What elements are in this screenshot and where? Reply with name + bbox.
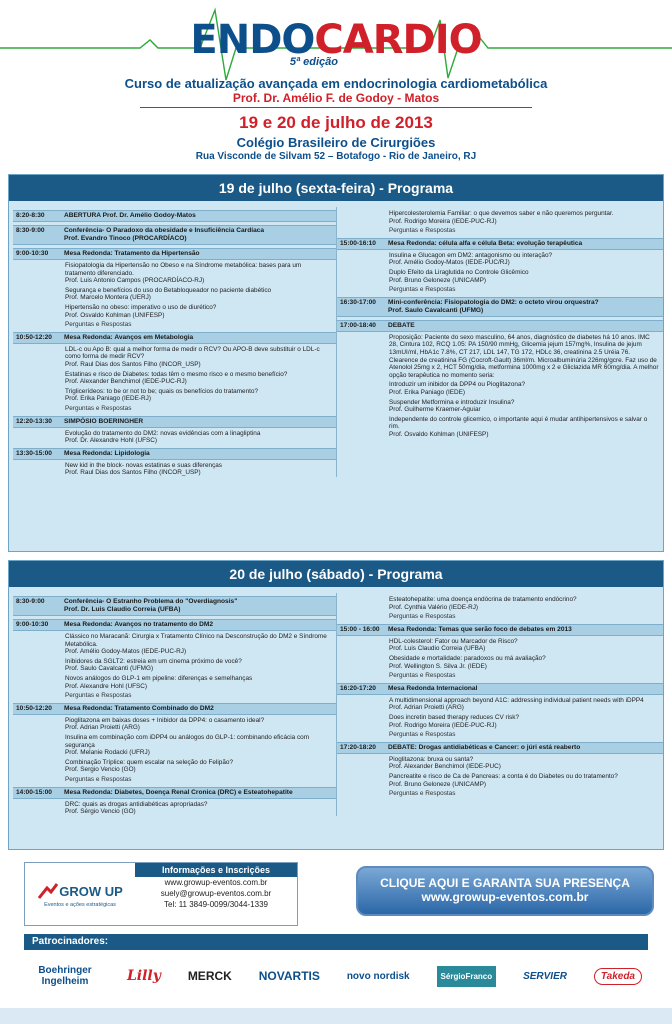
session-title-text: DEBATE bbox=[388, 321, 415, 329]
questions-label: Perguntas e Respostas bbox=[389, 286, 456, 294]
talk-item bbox=[65, 759, 332, 774]
questions-label: Perguntas e Respostas bbox=[389, 790, 456, 798]
talk-title: Esteatohepatite: uma doença endócrina de tratamento endócrino? bbox=[389, 596, 577, 603]
day1-header bbox=[9, 175, 663, 201]
session-time: 15:00 - 16:00 bbox=[340, 625, 380, 633]
session-header bbox=[13, 703, 336, 715]
sponsors-row bbox=[24, 952, 648, 1000]
session-header bbox=[13, 332, 336, 344]
session-body bbox=[13, 717, 336, 784]
talk-speaker: Prof. Amélio Godoy-Matos (IEDE-PUC-RJ) bbox=[65, 648, 187, 656]
talk-title: Pioglitazona em baixas doses + Inibidor da DPP4: o casamento ideal? bbox=[65, 716, 265, 724]
session-time: 10:50-12:20 bbox=[16, 333, 52, 341]
talk-speaker: Prof. Raul Dias dos Santos Filho (INCOR_USP) bbox=[65, 360, 201, 368]
day1-suffix: - Programa bbox=[375, 180, 454, 196]
questions-label: Perguntas e Respostas bbox=[389, 672, 456, 680]
talk-item bbox=[389, 596, 659, 611]
info-phone: Tel: 11 3849-0099/3044-1339 bbox=[164, 900, 268, 909]
session-title-text: SIMPÓSIO BOERINGHER bbox=[64, 417, 144, 425]
session-title-text: Mesa Redonda: Avanços em Metabologia bbox=[64, 333, 194, 341]
talk-title: LDL-c ou Apo B: qual a melhor forma de medir o RCV? Ou APO-B deve substituir o LDL-c como forma de medir RCV? bbox=[65, 345, 320, 361]
talk-item bbox=[65, 287, 332, 302]
talk-item bbox=[65, 801, 332, 816]
talk-speaker: Prof. Osvaldo Kohlman (UNIFESP) bbox=[65, 311, 165, 319]
day2-right-column bbox=[336, 593, 663, 816]
session-body bbox=[337, 638, 663, 680]
talk-speaker: Prof. Bruno Geloneze (UNICAMP) bbox=[389, 780, 486, 788]
talk-speaker: Prof. Sergio Vencio (GO) bbox=[65, 766, 136, 774]
talk-item bbox=[389, 416, 659, 439]
talk-speaker: Prof. Alexander Benchimol (IEDE-PUC) bbox=[389, 763, 501, 771]
session-title-text: Mesa Redonda: célula alfa e célula Beta: evolução terapêutica bbox=[388, 239, 583, 247]
session-title bbox=[388, 626, 660, 634]
sponsor-merck[interactable]: MERCK bbox=[187, 969, 232, 983]
day1-left-column bbox=[9, 207, 336, 477]
talk-speaker: Prof. Luis Claudio Correia (UFBA) bbox=[389, 645, 486, 653]
talk-title: Independente do controle glicemico, o importante aqui é mudar antihipertensivos e salvar o rim. bbox=[389, 415, 648, 431]
questions-label: Perguntas e Respostas bbox=[65, 321, 132, 329]
talk-speaker: Prof. Amélio Godoy-Matos (IEDE-PUC/RJ) bbox=[389, 259, 510, 267]
talk-item bbox=[389, 638, 659, 653]
talk-item bbox=[65, 633, 332, 656]
talk-title: Triglicerídeos: to be or not to be; quais os benefícios do tratamento? bbox=[65, 387, 259, 395]
session-title bbox=[64, 212, 333, 220]
questions-label: Perguntas e Respostas bbox=[389, 227, 456, 235]
session-header bbox=[13, 448, 336, 460]
session-body bbox=[13, 430, 336, 445]
talk-title: Segurança e benefícios do uso do Betabloqueador no paciente diabético bbox=[65, 286, 272, 294]
sponsor-lilly[interactable]: Lilly bbox=[126, 968, 161, 984]
questions-label: Perguntas e Respostas bbox=[65, 404, 132, 412]
questions-label: Perguntas e Respostas bbox=[65, 692, 132, 700]
session-title bbox=[64, 227, 333, 243]
session-header bbox=[337, 297, 663, 317]
session-title bbox=[388, 322, 660, 330]
talk-speaker: Prof. Dr. Alexandre Hohl (UFSC) bbox=[65, 437, 157, 445]
session-time: 17:20-18:20 bbox=[340, 743, 376, 751]
talk-speaker: Prof. Raul Dias dos Santos Filho (INCOR_USP) bbox=[65, 469, 201, 477]
growup-arrow-icon bbox=[37, 880, 59, 902]
session-title-text: Conferência- O Estranho Problema do "Overdiagnosis" bbox=[64, 598, 238, 605]
session-title bbox=[64, 621, 333, 629]
talk-item bbox=[65, 388, 332, 403]
session-header bbox=[337, 742, 663, 754]
talk-item bbox=[389, 381, 659, 396]
session-speaker: Prof. Evandro Tinoco (PROCARDÍACO) bbox=[64, 235, 187, 242]
talk-item bbox=[389, 655, 659, 670]
session-time: 13:30-15:00 bbox=[16, 449, 52, 457]
talk-speaker: Prof. Wellington S. Silva Jr. (IEDE) bbox=[389, 662, 487, 670]
session-title-text: Conferência- O Paradoxo da obesidade e Insuficiência Cardíaca bbox=[64, 227, 265, 234]
talk-title: Does incretin based therapy reduces CV risk? bbox=[389, 713, 520, 721]
session-body bbox=[13, 633, 336, 700]
talk-item bbox=[65, 304, 332, 319]
sponsor-novartis[interactable]: NOVARTIS bbox=[258, 969, 320, 983]
session-title bbox=[64, 789, 333, 797]
event-dates: 19 e 20 de julho de 2013 bbox=[239, 113, 433, 132]
session-body bbox=[337, 252, 663, 294]
talk-title: Evolução do tratamento do DM2: novas evidências com a linagliptina bbox=[65, 429, 261, 437]
session-title bbox=[388, 685, 660, 693]
talk-item bbox=[65, 717, 332, 732]
session-title bbox=[64, 250, 333, 258]
session-body bbox=[337, 207, 663, 235]
info-email-link[interactable]: suely@growup-eventos.com.br bbox=[160, 889, 272, 898]
session-title-text: DEBATE: Drogas antidiabéticas e Cancer: o júri está reaberto bbox=[388, 743, 581, 751]
talk-title: Duplo Efeito da Liraglutida no Controle Glicêmico bbox=[389, 268, 529, 276]
talk-item bbox=[389, 399, 659, 414]
talk-item bbox=[65, 658, 332, 673]
talk-item bbox=[65, 430, 332, 445]
edition-label: 5ª edição bbox=[289, 56, 338, 68]
header bbox=[0, 0, 672, 168]
session-title bbox=[64, 334, 333, 342]
talk-item bbox=[65, 262, 332, 285]
talk-title: Combinação Tríplice: quem escalar na seleção do Felipão? bbox=[65, 758, 234, 766]
talk-title: Suspender Metformina e introduzir Insulina? bbox=[389, 398, 515, 406]
talk-speaker: Prof. Guilherme Kraemer-Aguiar bbox=[389, 406, 481, 414]
session-body bbox=[13, 262, 336, 329]
talk-title: Insulina e Glucagon em DM2: antagonismo ou interação? bbox=[389, 251, 553, 259]
talk-speaker: Prof. Saulo Cavalcanti (UFMG) bbox=[65, 665, 154, 673]
session-speaker: Prof. Dr. Luis Claudio Correia (UFBA) bbox=[64, 606, 181, 613]
questions-label: Perguntas e Respostas bbox=[389, 613, 456, 621]
session-speaker: Prof. Saulo Cavalcanti (UFMG) bbox=[388, 306, 484, 314]
talk-title: Proposição: Paciente do sexo masculino, 64 anos, diagnóstico de diabetes há 10 anos. IMC 28, Cintura 102, RCQ 1.05: PA 150/90 mmHg, Glicemia jejum 157mg%, Insulina de jejum 13mUI/ml, HbA1c 7.8%, CT 217, LDL 147, TG 172, HDLc 36, creatinina 2.5 Uréia 76. Clearence de creatinina FG (Cocroft-Gault) 36ml/m. Microalbuminúria 226mg/gcre. Faz uso de Atenolol 25mg x 2, HCT 50mg/dia, metformina 1000mg x 2 e Gliclazida MR 60mg/dia. A melhor opção terapêutica no momento seria: bbox=[389, 333, 659, 379]
session-title bbox=[64, 598, 333, 614]
info-title: Informações e Inscrições bbox=[135, 863, 297, 877]
course-subtitle: Curso de atualização avançada em endocrinologia cardiometabólica bbox=[124, 76, 548, 91]
talk-speaker: Prof. Rodrigo Moreira (IEDE-PUC-RJ) bbox=[389, 217, 497, 225]
session-body bbox=[13, 346, 336, 413]
session-title bbox=[64, 705, 333, 713]
talk-title: DRC: quais as drogas antidiabéticas apropriadas? bbox=[65, 800, 208, 808]
session-title-text: Mesa Redonda: Temas que serão foco de debates em 2013 bbox=[388, 625, 572, 633]
sponsor-boehringer[interactable]: Boehringer Ingelheim bbox=[38, 965, 92, 987]
bottom-band bbox=[0, 1008, 672, 1024]
session-title-text: Mesa Redonda: Diabetes, Doença Renal Cronica (DRC) e Esteatohepatite bbox=[64, 788, 293, 796]
session-header bbox=[13, 416, 336, 428]
info-box bbox=[24, 862, 298, 926]
session-body bbox=[337, 593, 663, 621]
session-header bbox=[13, 596, 336, 616]
talk-title: Pioglitazona: bruxa ou santa? bbox=[389, 755, 474, 763]
session-title-text: ABERTURA Prof. Dr. Amélio Godoy-Matos bbox=[64, 212, 196, 219]
talk-title: A multidimensional approach beyond A1C: addressing individual patient needs with iDPP4 bbox=[389, 696, 644, 704]
session-time: 8:20-8:30 bbox=[16, 212, 45, 219]
talk-title: New kid in the block- novas estatinas e suas diferenças bbox=[65, 461, 223, 469]
session-time: 8:30-9:00 bbox=[16, 598, 45, 605]
talk-speaker: Prof. Bruno Geloneze (UNICAMP) bbox=[389, 276, 486, 284]
talk-title: Hipertensão no obeso: imperativo o uso de diurético? bbox=[65, 303, 217, 311]
logo-endo: ENDO bbox=[190, 17, 315, 63]
session-time: 16:30-17:00 bbox=[340, 298, 376, 306]
talk-title: Clássico no Maracanã: Cirurgia x Tratamento Clínico na Desconstrução do DM2 e Síndrome Metabólica. bbox=[65, 633, 327, 648]
session-header bbox=[337, 683, 663, 695]
session-header bbox=[337, 624, 663, 636]
talk-speaker: Prof. Adrian Proietti (ARG) bbox=[65, 724, 140, 732]
session-time: 16:20-17:20 bbox=[340, 684, 376, 692]
session-title-text: Mini-conferência: Fisiopatologia do DM2: o octeto virou orquestra? bbox=[388, 298, 599, 306]
talk-item bbox=[389, 756, 659, 771]
info-site-link[interactable]: www.growup-eventos.com.br bbox=[164, 878, 268, 887]
session-title-text: Mesa Redonda: Tratamento Combinado do DM2 bbox=[64, 704, 214, 712]
session-body bbox=[13, 801, 336, 816]
day2-left-column bbox=[9, 593, 336, 816]
questions-label: Perguntas e Respostas bbox=[65, 775, 132, 783]
talk-speaker: Prof. Erika Paniago (IEDE) bbox=[389, 388, 466, 396]
coordinator-name: Prof. Dr. Amélio F. de Godoy - Matos bbox=[232, 91, 440, 105]
talk-title: Pancreatite e risco de Ca de Pancreas: a conta é do Diabetes ou do tratamento? bbox=[389, 772, 618, 780]
venue-name: Colégio Brasileiro de Cirurgiões bbox=[236, 135, 436, 150]
venue-address: Rua Visconde de Silvam 52 – Botafogo - Rio de Janeiro, RJ bbox=[195, 151, 477, 162]
logo-cardio: CARDIO bbox=[314, 17, 482, 63]
session-header bbox=[337, 320, 663, 332]
talk-speaker: Prof. Cynthia Valério (IEDE-RJ) bbox=[389, 603, 479, 611]
session-body bbox=[13, 462, 336, 477]
day2-suffix: - Programa bbox=[364, 566, 443, 582]
talk-speaker: Prof. Osvaldo Kohlman (UNIFESP) bbox=[389, 430, 489, 438]
session-title-text: Mesa Redonda Internacional bbox=[388, 684, 478, 692]
session-header bbox=[13, 210, 336, 222]
session-time: 9:00-10:30 bbox=[16, 250, 49, 257]
talk-item bbox=[65, 346, 332, 369]
growup-tagline: Eventos e ações estratégicas bbox=[44, 902, 116, 908]
talk-item bbox=[65, 462, 332, 477]
sponsor-sergio-franco[interactable]: SérgioFranco bbox=[437, 966, 497, 987]
talk-item bbox=[389, 269, 659, 284]
talk-item bbox=[65, 734, 332, 757]
cta-line1: CLIQUE AQUI E GARANTA SUA PRESENÇA bbox=[380, 876, 630, 890]
growup-name: GROW UP bbox=[59, 883, 123, 899]
day2-title: 20 de julho (sábado) bbox=[229, 566, 365, 582]
sponsor-takeda[interactable]: Takeda bbox=[594, 968, 642, 985]
cta-line2: www.growup-eventos.com.br bbox=[421, 890, 589, 904]
talk-speaker: Prof. Erika Paniago (IEDE-RJ) bbox=[65, 395, 151, 403]
day2-header bbox=[9, 561, 663, 587]
talk-speaker: Prof. Alexandre Hohl (UFSC) bbox=[65, 682, 148, 690]
session-header bbox=[13, 225, 336, 245]
talk-title: Hipercolesterolemia Familiar: o que devemos saber e não queremos perguntar. bbox=[389, 210, 614, 217]
talk-speaker: Prof. Alexander Benchimol (IEDE-PUC-RJ) bbox=[65, 378, 187, 386]
sponsor-servier[interactable]: SERVIER bbox=[523, 970, 567, 982]
register-cta-button[interactable] bbox=[356, 866, 654, 916]
talk-title: Obesidade e mortalidade: paradoxos ou má avaliação? bbox=[389, 654, 546, 662]
talk-speaker: Prof. Luis Antonio Campos (PROCARDÍACO-RJ) bbox=[65, 277, 205, 285]
growup-logo[interactable] bbox=[25, 863, 135, 925]
session-title bbox=[64, 418, 333, 426]
talk-title: Introduzir um inibidor da DPP4 ou Pioglitazona? bbox=[389, 381, 526, 389]
session-title bbox=[64, 450, 333, 458]
talk-item bbox=[65, 675, 332, 690]
day1-section bbox=[8, 174, 664, 552]
session-title-text: Mesa Redonda: Lipidologia bbox=[64, 449, 150, 457]
session-body bbox=[337, 756, 663, 798]
session-title bbox=[388, 744, 660, 752]
talk-speaker: Prof. Melanie Rodacki (UFRJ) bbox=[65, 749, 150, 757]
talk-item bbox=[389, 697, 659, 712]
talk-speaker: Prof. Adrian Proietti (ARG) bbox=[389, 704, 464, 712]
talk-item bbox=[389, 334, 659, 380]
talk-item bbox=[65, 371, 332, 386]
talk-title: Inibidores da SGLT2: estreia em um cinema próximo de você? bbox=[65, 657, 242, 665]
session-time: 12:20-13:30 bbox=[16, 417, 52, 425]
session-header bbox=[13, 619, 336, 631]
session-body bbox=[337, 334, 663, 439]
session-title bbox=[388, 299, 660, 315]
session-body bbox=[337, 697, 663, 739]
session-title-text: Mesa Redonda: Avanços no tratamento do DM2 bbox=[64, 621, 213, 628]
day2-section bbox=[8, 560, 664, 850]
divider bbox=[140, 107, 532, 108]
talk-speaker: Prof. Sérgio Vencio (GO) bbox=[65, 808, 136, 816]
sponsors-title: Patrocinadores: bbox=[24, 934, 648, 950]
talk-title: HDL-colesterol: Fator ou Marcador de Risco? bbox=[389, 637, 518, 645]
talk-item bbox=[389, 252, 659, 267]
sponsor-novo-nordisk[interactable]: novo nordisk bbox=[346, 970, 410, 982]
session-header bbox=[13, 787, 336, 799]
session-time: 10:50-12:20 bbox=[16, 704, 52, 712]
session-header bbox=[337, 238, 663, 250]
talk-title: Insulina em combinação com iDPP4 ou análogos do GLP-1: combinando eficácia com segurança bbox=[65, 733, 310, 749]
session-time: 14:00-15:00 bbox=[16, 788, 52, 796]
day1-right-column bbox=[336, 207, 663, 477]
session-title bbox=[388, 240, 660, 248]
session-header bbox=[13, 248, 336, 260]
day1-title: 19 de julho (sexta-feira) bbox=[218, 180, 376, 196]
talk-item bbox=[389, 714, 659, 729]
talk-item bbox=[389, 773, 659, 788]
session-time: 17:00-18:40 bbox=[340, 321, 376, 329]
session-time: 9:00-10:30 bbox=[16, 621, 49, 628]
questions-label: Perguntas e Respostas bbox=[389, 731, 456, 739]
session-time: 15:00-16:10 bbox=[340, 239, 376, 247]
session-time: 8:30-9:00 bbox=[16, 227, 45, 234]
talk-title: Novos análogos do GLP-1 em pipeline: diferenças e semelhanças bbox=[65, 674, 253, 682]
talk-title: Fisiopatologia da Hipertensão no Obeso e na Síndrome metabólica: bases para um tratamento diferenciado. bbox=[65, 262, 302, 277]
talk-title: Estatinas e risco de Diabetes: todas têm o mesmo risco e o mesmo benefício? bbox=[65, 370, 288, 378]
talk-speaker: Prof. Rodrigo Moreira (IEDE-PUC-RJ) bbox=[389, 721, 497, 729]
session-title-text: Mesa Redonda: Tratamento da Hipertensão bbox=[64, 250, 200, 257]
talk-item bbox=[389, 210, 659, 225]
talk-speaker: Prof. Marcelo Montera (UERJ) bbox=[65, 294, 151, 302]
